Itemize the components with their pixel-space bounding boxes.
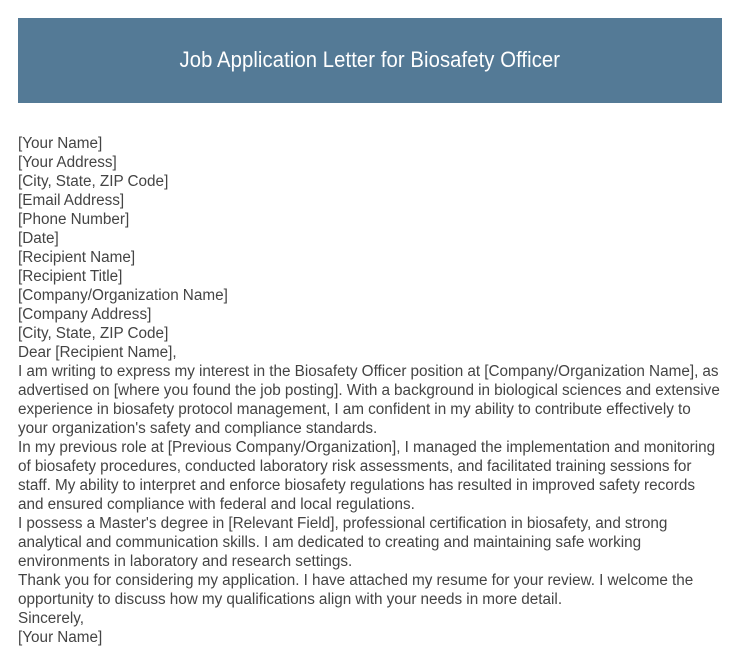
recipient-line: [Recipient Name]: [18, 249, 136, 266]
recipient-line: [Company/Organization Name]: [18, 287, 228, 304]
letter-paragraph: Thank you for considering my application. I have attached my resume for your review. I welcome the opportunity to discuss how my qualifications align with your needs in more detail.: [18, 572, 694, 608]
sender-line: [Phone Number]: [18, 211, 130, 228]
letter-body: [18, 134, 724, 647]
sender-line: [Your Name]: [18, 135, 103, 152]
sender-address-block: [18, 134, 724, 248]
page-title: Job Application Letter for Biosafety Officer: [179, 47, 561, 73]
signature-name: [Your Name]: [18, 629, 103, 646]
sender-line: [City, State, ZIP Code]: [18, 173, 169, 190]
letter-paragraph: I possess a Master's degree in [Relevant Field], professional certification in biosafety, and strong analytical and communication skills. I am dedicated to creating and maintaining safe working environments in laboratory and research settings.: [18, 515, 668, 570]
sender-line: [Date]: [18, 230, 59, 247]
closing-salutation: Sincerely,: [18, 610, 85, 627]
recipient-line: [Recipient Title]: [18, 268, 123, 285]
salutation: Dear [Recipient Name],: [18, 344, 177, 361]
letter-paragraph: I am writing to express my interest in the Biosafety Officer position at [Company/Organization Name], as advertised on [where you found the job posting]. With a background in biological sciences and extensive experience in biosafety protocol management, I am confident in my ability to contribute effectively to your organization's safety and compliance standards.: [18, 363, 720, 437]
recipient-line: [City, State, ZIP Code]: [18, 325, 169, 342]
sender-line: [Email Address]: [18, 192, 125, 209]
letter-paragraph: In my previous role at [Previous Company/Organization], I managed the implementation and monitoring of biosafety procedures, conducted laboratory risk assessments, and facilitated training sessions for staff. My ability to interpret and enforce biosafety regulations has resulted in improved safety records and ensured compliance with federal and local regulations.: [18, 439, 716, 513]
document-header-banner: [18, 18, 722, 103]
recipient-line: [Company Address]: [18, 306, 152, 323]
recipient-address-block: [18, 248, 724, 343]
sender-line: [Your Address]: [18, 154, 117, 171]
